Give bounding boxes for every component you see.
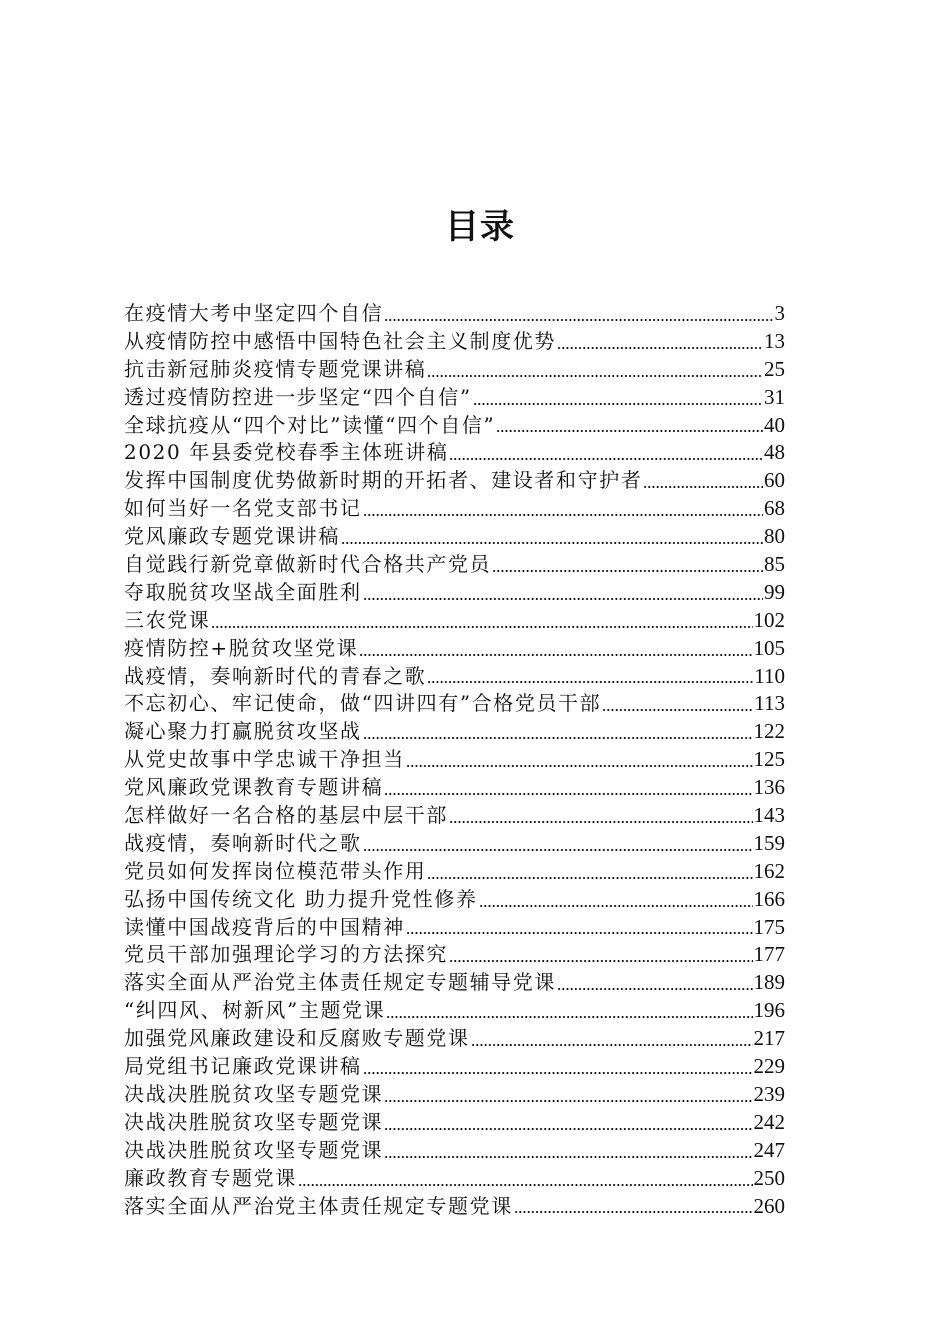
toc-entry-title: 决战决胜脱贫攻坚专题党课 [124,1137,384,1162]
toc-entry-page-number: 217 [753,1026,785,1051]
toc-entry[interactable] [124,858,785,886]
dot-leader [406,765,753,767]
toc-entry[interactable] [124,467,785,495]
toc-entry-title: 党员如何发挥岗位模范带头作用 [124,858,427,883]
toc-entry[interactable] [124,1025,785,1053]
toc-entry-page-number: 80 [764,524,785,549]
dot-leader [384,793,752,795]
toc-entry-page-number: 3 [774,301,785,325]
dot-leader [363,849,753,851]
toc-entry[interactable] [124,802,785,830]
toc-entry-title: 党风廉政党课教育专题讲稿 [124,775,384,800]
dot-leader [427,681,753,683]
toc-entry[interactable] [124,997,785,1025]
dot-leader [449,458,763,460]
dot-leader [386,1016,752,1018]
toc-entry-page-number: 196 [753,998,785,1023]
toc-entry-page-number: 166 [753,886,785,911]
toc-entry-page-number: 40 [764,412,785,437]
toc-entry-title: 发挥中国制度优势做新时期的开拓者、建设者和守护者 [124,468,643,493]
toc-entry-title: 从疫情防控中感悟中国特色社会主义制度优势 [124,328,556,353]
dot-leader [341,542,763,544]
dot-leader [359,654,752,656]
dot-leader [406,932,753,934]
toc-entry-title: 抗击新冠肺炎疫情专题党课讲稿 [124,356,427,381]
toc-entry-page-number: 31 [764,384,785,409]
toc-entry[interactable] [124,969,785,997]
dot-leader [384,319,773,321]
toc-entry-page-number: 68 [764,496,785,521]
toc-entry-title: 不忘初心、牢记使命，做“四讲四有”合格党员干部 [124,691,602,716]
toc-entry-page-number: 136 [753,775,785,800]
toc-entry-page-number: 99 [764,579,785,604]
dot-leader [363,514,763,516]
dot-leader [427,375,763,377]
dot-leader [363,1072,753,1074]
toc-entry-title: 从党史故事中学忠诚干净担当 [124,747,405,772]
toc-entry[interactable] [124,1081,785,1109]
toc-entry-title: 夺取脱贫攻坚战全面胜利 [124,579,362,604]
toc-entry-page-number: 189 [753,970,785,995]
dot-leader [514,1211,753,1213]
toc-entry[interactable] [124,439,785,467]
toc-entry-title: 三农党课 [124,607,211,632]
toc-entry-page-number: 242 [753,1109,785,1134]
dot-leader [384,1128,752,1130]
toc-entry[interactable] [124,718,785,746]
toc-entry[interactable] [124,551,785,579]
toc-entry-title: 局党组书记廉政党课讲稿 [124,1054,362,1079]
dot-leader [427,877,752,879]
toc-entry[interactable] [124,1137,785,1165]
toc-entry[interactable] [124,635,785,663]
toc-entry[interactable] [124,663,785,691]
toc-entry-page-number: 60 [764,468,785,493]
toc-entry[interactable] [124,886,785,914]
toc-entry[interactable] [124,356,785,384]
toc-entry-page-number: 260 [753,1193,785,1218]
toc-entry[interactable] [124,1109,785,1137]
toc-entry-title: 廉政教育专题党课 [124,1165,297,1190]
toc-entry[interactable] [124,412,785,440]
dot-leader [384,1156,752,1158]
toc-entry[interactable] [124,607,785,635]
toc-entry[interactable] [124,774,785,802]
dot-leader [449,960,753,962]
dot-leader [384,1100,752,1102]
toc-entry-title: 党风廉政专题党课讲稿 [124,524,340,549]
dot-leader [363,737,753,739]
dot-leader [643,486,763,488]
toc-entry-page-number: 122 [753,719,785,744]
dot-leader [471,1044,753,1046]
toc-entry-title: 决战决胜脱贫攻坚专题党课 [124,1109,384,1134]
toc-entry-title: 加强党风廉政建设和反腐败专题党课 [124,1026,470,1051]
toc-entry-page-number: 125 [753,747,785,772]
dot-leader [473,403,763,405]
dot-leader [449,821,753,823]
toc-entry[interactable] [124,746,785,774]
toc-entry-page-number: 247 [753,1137,785,1162]
toc-entry-title: 党员干部加强理论学习的方法探究 [124,942,448,967]
toc-entry-title: 疫情防控+脱贫攻坚党课 [124,635,359,660]
toc-entry[interactable] [124,579,785,607]
toc-entry[interactable] [124,941,785,969]
toc-entry-title: 凝心聚力打赢脱贫攻坚战 [124,719,362,744]
toc-entry-title: 决战决胜脱贫攻坚专题党课 [124,1081,384,1106]
toc-entry-page-number: 105 [753,635,785,660]
dot-leader [298,1184,753,1186]
toc-entry[interactable] [124,690,785,718]
toc-entry-title: “纠四风、树新风”主题党课 [124,998,386,1023]
dot-leader [496,430,763,432]
toc-entry-page-number: 159 [753,830,785,855]
dot-leader [492,570,763,572]
toc-entry-title: 在疫情大考中坚定四个自信 [124,301,384,325]
toc-entry[interactable] [124,830,785,858]
toc-entry-page-number: 110 [754,663,785,688]
toc-entry[interactable] [124,1053,785,1081]
toc-entry-title: 读懂中国战疫背后的中国精神 [124,914,405,939]
dot-leader [211,626,752,628]
dot-leader [363,598,763,600]
toc-entry[interactable] [124,1193,785,1221]
page-title: 目录 [445,207,515,247]
toc-entry-page-number: 239 [753,1081,785,1106]
toc-entry-page-number: 229 [753,1054,785,1079]
toc-entry-title: 弘扬中国传统文化 助力提升党性修养 [124,886,478,911]
toc-entry-page-number: 162 [753,858,785,883]
toc-entry-title: 落实全面从严治党主体责任规定专题辅导党课 [124,970,556,995]
toc-entry-title: 战疫情，奏响新时代之歌 [124,830,362,855]
toc-entry-title: 落实全面从严治党主体责任规定专题党课 [124,1193,513,1218]
toc-entry[interactable] [124,384,785,412]
toc-entry-title: 自觉践行新党章做新时代合格共产党员 [124,552,492,577]
toc-entry-title: 全球抗疫从“四个对比”读懂“四个自信” [124,412,496,437]
toc-entry[interactable] [124,523,785,551]
dot-leader [479,905,753,907]
toc-entry-page-number: 250 [753,1165,785,1190]
toc-entry[interactable] [124,1165,785,1193]
toc-entry[interactable] [124,495,785,523]
toc-entry-title: 透过疫情防控进一步坚定“四个自信” [124,384,472,409]
dot-leader [557,347,763,349]
toc-entry-title: 如何当好一名党支部书记 [124,496,362,521]
toc-entry-page-number: 25 [764,356,785,381]
toc-entry-page-number: 13 [764,328,785,353]
toc-entry-page-number: 85 [764,552,785,577]
toc-entry-title: 战疫情，奏响新时代的青春之歌 [124,663,427,688]
toc-entry-page-number: 102 [753,607,785,632]
table-of-contents [124,300,785,1220]
toc-entry-title: 2020 年县委党校春季主体班讲稿 [124,440,449,465]
toc-entry[interactable] [124,300,785,328]
dot-leader [557,988,753,990]
toc-entry-page-number: 177 [753,942,785,967]
dot-leader [602,709,753,711]
toc-entry[interactable] [124,328,785,356]
toc-entry-page-number: 143 [753,803,785,828]
toc-entry-page-number: 113 [754,691,785,716]
toc-entry-page-number: 175 [753,914,785,939]
toc-entry-page-number: 48 [764,440,785,465]
toc-entry[interactable] [124,914,785,942]
toc-entry-title: 怎样做好一名合格的基层中层干部 [124,803,448,828]
